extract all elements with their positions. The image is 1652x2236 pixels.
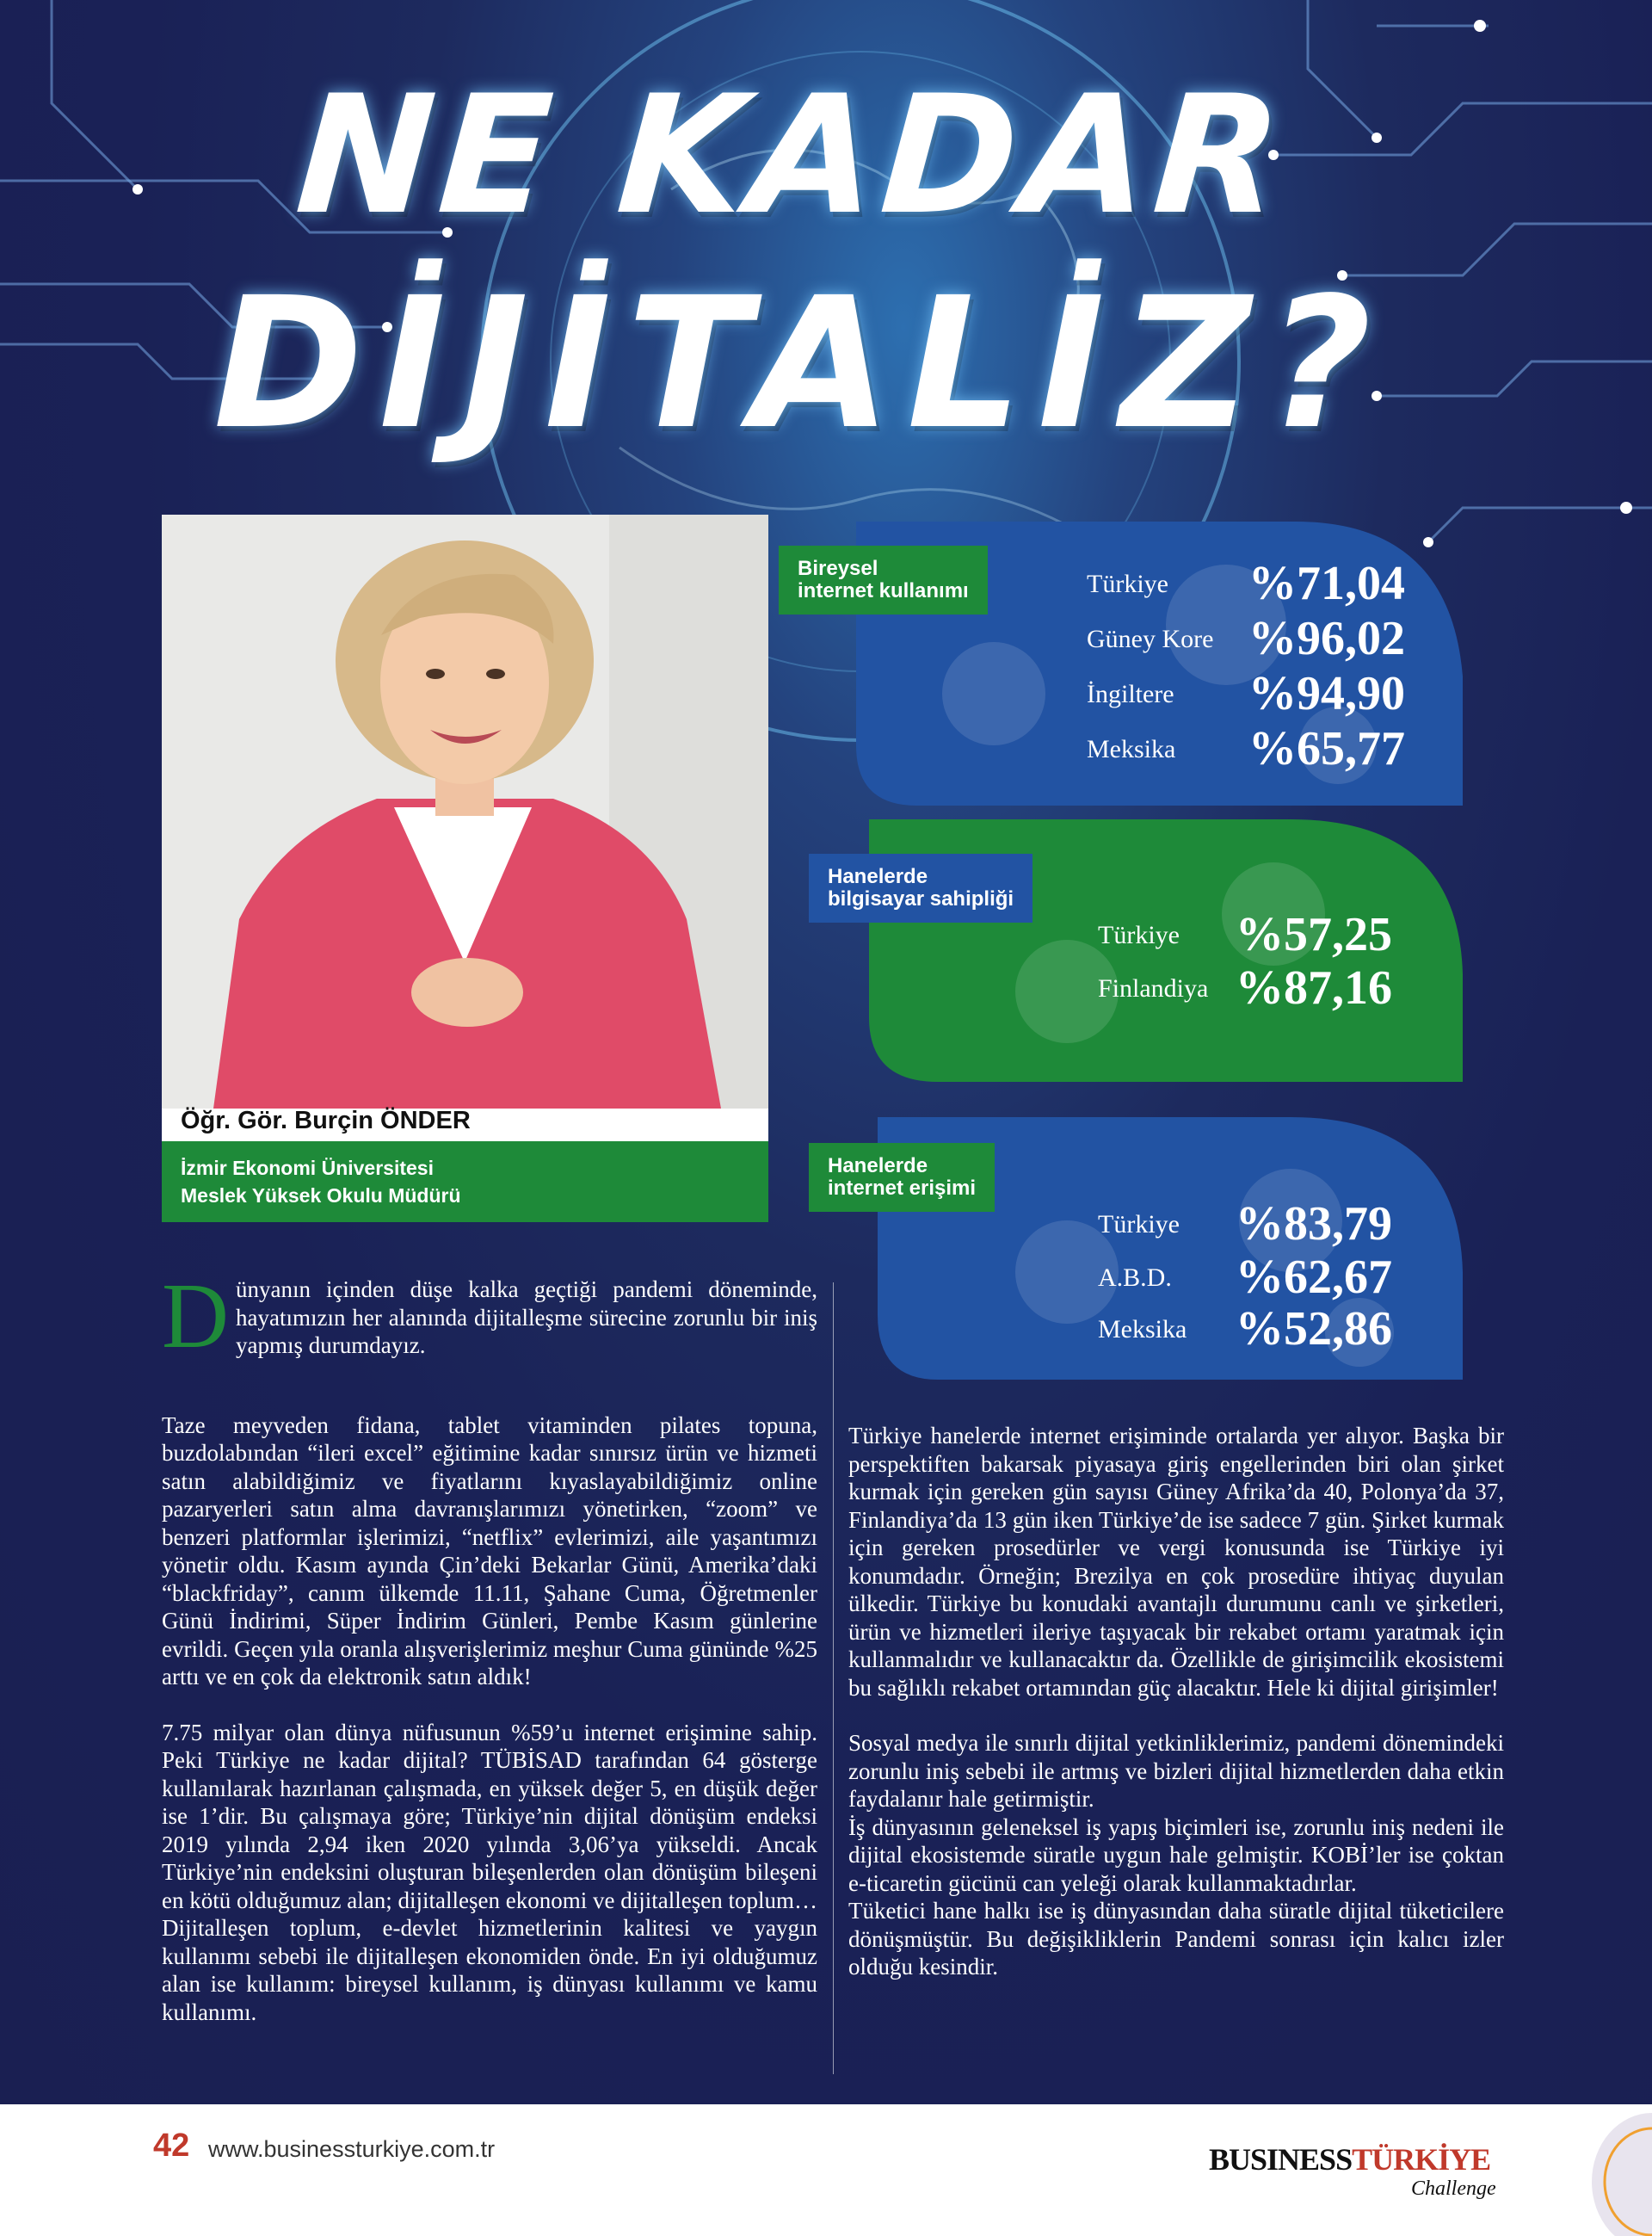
country-label: Meksika bbox=[1087, 735, 1176, 763]
logo-part-1: BUSINESS bbox=[1209, 2142, 1353, 2177]
stat-panel-individual-internet bbox=[779, 522, 1467, 806]
panel-1-tag-line-1: Bireysel bbox=[798, 557, 878, 580]
article-paragraph: Taze meyveden fidana, tablet vitaminden pilates topuna, buzdolabından “ileri excel” eğitimine kadar sınırsız ürün ve hizmeti satın alabildiğimiz ve fiyatlarını kıyaslayabildiğimiz online pazaryerleri satın alma davranışlarımızı yönetirken, “zoom” ve benzeri platformlar işlerimizi, “netflix” evlerimizi, aile yaşantımızı yönetir oldu. Kasım ayında Çin’deki Bekarlar Günü, Amerika’daki “blackfriday”, canım ülkemde 11.11, Şahane Cuma, Öğretmenler Günü İndirimi, Süper İndirim Günleri, Pembe Kasım günlerine evrildi. Geçen yıla oranla alışverişlerimiz meşhur Cuma gününde %25 arttı ve en çok da elektronik satın aldık! bbox=[162, 1411, 817, 1689]
person-title-line-1: İzmir Ekonomi Üniversitesi bbox=[181, 1157, 434, 1179]
country-label: Finlandiya bbox=[1098, 974, 1209, 1003]
stat-value: %96,02 bbox=[1248, 612, 1405, 665]
stat-row bbox=[779, 611, 1467, 663]
country-label: Türkiye bbox=[1098, 1210, 1180, 1238]
country-label: Türkiye bbox=[1098, 921, 1180, 949]
country-label: Türkiye bbox=[1087, 570, 1168, 598]
column-divider bbox=[833, 1282, 834, 2074]
article-paragraph: Tüketici hane halkı ise iş dünyasından daha süratle dijital tüketicilere dönüşmüştür. Bu değişikliklerin Pandemi sonrası için kalıcı izler olduğu kesindir. bbox=[848, 1898, 1504, 1980]
stat-value: %71,04 bbox=[1248, 557, 1405, 610]
person-title-line-2: Meslek Yüksek Okulu Müdürü bbox=[181, 1184, 461, 1207]
stat-row bbox=[779, 556, 1467, 608]
stat-row bbox=[809, 907, 1467, 959]
person-title-band bbox=[162, 1141, 768, 1222]
stat-value: %83,79 bbox=[1236, 1197, 1392, 1251]
panel-1-tag-line-2: internet kullanımı bbox=[798, 579, 969, 602]
article-paragraph: Sosyal medya ile sınırlı dijital yetkinliklerimiz, pandemi dönemindeki zorunlu iniş sebebi ile artmış ve bizleri dijital hizmetlerden daha etkin faydalanır hale getirmiştir. bbox=[848, 1730, 1504, 1812]
person-name: Öğr. Gör. Burçin ÖNDER bbox=[181, 1107, 471, 1134]
article-column-left bbox=[162, 1265, 817, 2054]
panel-3-tag-line-2: internet erişimi bbox=[828, 1177, 977, 1200]
stat-value: %94,90 bbox=[1248, 667, 1405, 720]
stat-value: %65,77 bbox=[1248, 722, 1405, 775]
publication-logo bbox=[1209, 2141, 1490, 2177]
stat-value: %57,25 bbox=[1236, 908, 1392, 961]
headline-line-2: DİJİTALİZ? bbox=[213, 258, 1388, 469]
logo-part-2: TÜRKİYE bbox=[1352, 2142, 1491, 2177]
panel-2-tag-line-1: Hanelerde bbox=[828, 865, 928, 888]
stat-value: %62,67 bbox=[1236, 1251, 1392, 1304]
article-paragraph: Türkiye hanelerde internet erişiminde ortalarda yer alıyor. Başka bir perspektiften bakarsak piyasaya giriş engellerinden biri olan şirket kurmak için gereken gün sayısı Güney Afrika’da 40, Polonya’da 37, Finlandiya’da 13 gün iken Türkiye’de ise sadece 7 gün. Şirket kurmak için gereken prosedürler ve vergi konusunda ise Türkiye iyi konumdadır. Örneğin; Brezilya en çok prosedüre ihtiyaç duyulan ülkedir. Türkiye bu konudaki avantajlı durumunu canlı ve şirketleri, ürün ve hizmetleri ileriye taşıyacak bir rekabet ortamı yaratmak için kullanmalıdır ve kullanacaktır da. Özellikle de girişimcilik ekosistemi bu sağlıklı rekabet ortamından güç alacaktır. Hele ki dijital girişimler! bbox=[848, 1423, 1504, 1701]
stat-panel-household-internet bbox=[809, 1117, 1467, 1380]
stat-value: %87,16 bbox=[1236, 961, 1392, 1015]
portrait-photo bbox=[162, 515, 768, 1222]
article-column-right bbox=[848, 1422, 1504, 1981]
page-curl-decoration bbox=[1575, 2104, 1652, 2236]
drop-cap: D bbox=[162, 1265, 229, 1368]
stat-panel-household-computer bbox=[809, 819, 1467, 1082]
country-label: İngiltere bbox=[1087, 680, 1174, 708]
intro-text: ünyanın içinden düşe kalka geçtiği pandemi döneminde, hayatımızın her alanında dijitalleşme sürecine zorunlu bir iniş yapmış durumdayız. bbox=[236, 1276, 817, 1358]
portrait-illustration bbox=[162, 515, 768, 1109]
panel-2-tag-line-2: bilgisayar sahipliği bbox=[828, 887, 1014, 911]
stat-row bbox=[779, 666, 1467, 718]
stat-row bbox=[809, 1250, 1467, 1304]
stat-row bbox=[809, 1196, 1467, 1251]
article-paragraph: İş dünyasının geleneksel iş yapış biçimleri ise, zorunlu iniş nedeni ile dijital ekosistemde süratle uygun hale gelmiştir. KOBİ’ler ise çoktan e-ticaretin gücünü can yeleği olarak kullanmaktadırlar. bbox=[848, 1813, 1504, 1896]
logo-subtitle: Challenge bbox=[1411, 2177, 1496, 2200]
headline-line-1: NE KADAR bbox=[291, 60, 1292, 250]
panel-3-tag-line-1: Hanelerde bbox=[828, 1154, 928, 1177]
country-label: Güney Kore bbox=[1087, 625, 1214, 653]
website-url: www.businessturkiye.com.tr bbox=[208, 2136, 496, 2162]
stat-value: %52,86 bbox=[1236, 1302, 1392, 1356]
page-number: 42 bbox=[153, 2128, 190, 2164]
stat-row bbox=[779, 721, 1467, 773]
country-label: Meksika bbox=[1098, 1315, 1187, 1343]
country-label: A.B.D. bbox=[1098, 1263, 1172, 1292]
stat-row bbox=[809, 1301, 1467, 1356]
stat-row bbox=[809, 960, 1467, 1015]
article-paragraph: 7.75 milyar olan dünya nüfusunun %59’u internet erişimine sahip. Peki Türkiye ne kadar dijital? TÜBİSAD tarafından 64 gösterge kullanılarak hazırlanan çalışmada, en yüksek değer 5, en düşük değer ise 1’dir. Bu çalışmaya göre; Türkiye’nin dijital dönüşüm endeksi 2019 yılında 2,94 iken 2020 yılında 3,06’ya yükseldi. Ancak Türkiye’nin endeksini oluşturan bileşenlerden olan dönüşüm bileşeni en kötü olduğumuz alan; dijitalleşen ekonomi ve dijitalleşen toplum… Dijitalleşen toplum, e-devlet hizmetlerinin kalitesi ve yaygın kullanımı sebebi ile dijitalleşen ekonomiden önde. En iyi olduğumuz alan ise kullanım: bireysel kullanım, iş dünyası kullanımı ve kamu kullanımı. bbox=[162, 1719, 817, 2025]
article-intro bbox=[162, 1265, 817, 1368]
